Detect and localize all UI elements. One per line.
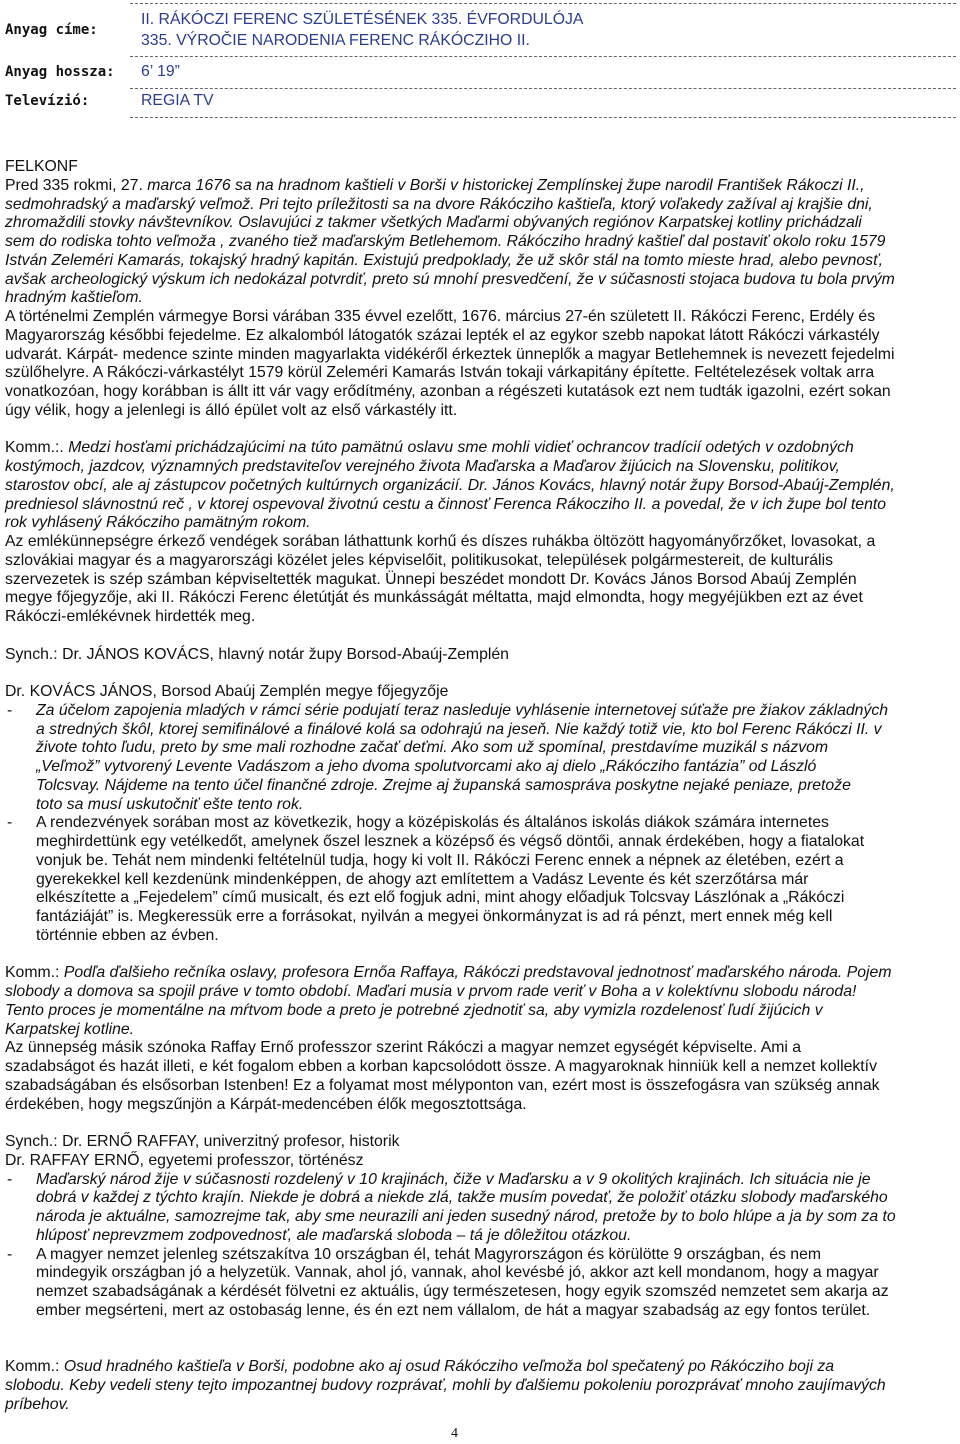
text-run: mindegyik országban jó a helyzetük. Vannak, ahol jó, vannak, ahol kevésbé jó, akkor azt kell mondanom, hogy a magyar	[36, 1264, 879, 1282]
paragraph	[5, 1133, 955, 1152]
text-line	[5, 983, 955, 1002]
page-number: 4	[451, 1426, 458, 1441]
text-run: vonjuk be. Tehát nem mindenki feltételnül tudja, hogy ki volt II. Rákóczi Ferenc ennek a népnek az életében, ezért a	[36, 851, 844, 869]
text-run: szadabságot és hazát illeti, e két fogalom ebben a korban kapcsolódott össze. A magyaroknak hinniük kell a nemzet kollektív	[5, 1058, 877, 1075]
text-line	[5, 1377, 955, 1396]
text-run: zhromaždili stovky návštevníkov. Oslavujúci z takmer všetkých Maďarmi obývaných regiónov Karpatskej kotliny prichádzali	[5, 214, 862, 232]
list-bullet: -	[7, 1245, 13, 1263]
text-run: meghirdettünk egy vetélkedőt, amelynek őszel lesznek a középső és végső döntői, annak érdekében, hogy a fiatalokat	[36, 833, 865, 850]
text-line	[5, 1039, 955, 1058]
list-bullet: -	[7, 814, 13, 832]
list-item	[5, 702, 955, 815]
text-line	[5, 327, 955, 346]
blank-line	[5, 1114, 955, 1133]
text-run: érdekében, hogy megszűnjön a Kárpát-medencében élők megosztottsága.	[5, 1095, 527, 1113]
paragraph	[5, 683, 955, 702]
text-line	[5, 589, 955, 608]
text-line	[36, 833, 955, 852]
text-run: Synch.: Dr. ERNŐ RAFFAY, univerzitný profesor, historik	[5, 1133, 400, 1150]
text-line	[5, 514, 955, 533]
text-line	[36, 908, 955, 927]
paragraph	[5, 439, 955, 533]
text-line	[5, 308, 955, 327]
text-run: A rendezvények sorában most az következik, hogy a középiskolás és általános iskolás diákok számára internetes	[36, 814, 829, 832]
length-label: Anyag hossza:	[5, 64, 115, 80]
text-line	[36, 796, 955, 815]
text-line	[5, 477, 955, 496]
text-line	[36, 1302, 955, 1321]
text-line	[5, 552, 955, 571]
text-line	[36, 927, 955, 946]
text-run: Dr. KOVÁCS JÁNOS, Borsod Abaúj Zemplén megye főjegyzője	[5, 683, 449, 700]
paragraph	[5, 964, 955, 1039]
title-value-sk: 335. VÝROČIE NARODENIA FERENC RÁKÓCZIHO II.	[141, 32, 530, 49]
paragraph	[5, 627, 955, 646]
text-run: Rákóczi-emlékévnek hirdették meg.	[5, 608, 256, 625]
document-body	[5, 158, 955, 1414]
title-label: Anyag címe:	[5, 22, 98, 38]
text-run: vonatkozóan, hogy korábban is állt itt vár vagy erődítmény, azonban a régészeti kutatások ezt nem tudták igazolni, ezért sokan	[5, 383, 891, 400]
text-run: Magyarország későbbi fejedelme. Ez alkalomból látogatók százai lepték el az egykor szebb napokat látott Rákóczi várkastély	[5, 326, 880, 344]
text-run: Dr. RAFFAY ERNŐ, egyetemi professzor, történész	[5, 1151, 364, 1169]
blank-line	[5, 1321, 955, 1340]
text-run: národa je aktuálne, samozrejme tak, aby sme neurazili ani jeden susedný národ, pretože by to bolo hlúpe a ja by som za to	[36, 1208, 896, 1225]
text-run: fantáziáját” is. Megkeressük erre a forrásokat, nyilván a megyei önkormányzat is ad rá pénzt, mert ennek még kell	[36, 908, 833, 925]
text-run: szabadságában és elsősorban Istenben! Ez a folyamat most mélyponton van, ezért most is összefogásra van szükség annak	[5, 1076, 880, 1094]
text-run: „Veľmož” vytvorený Levente Vadászom a jeho dvoma spolutvorcami ako aj dielo „Rákócziho fantázia” od László	[36, 758, 817, 775]
text-line	[36, 1246, 955, 1265]
text-line	[5, 1096, 955, 1115]
list-bullet: -	[7, 1170, 13, 1188]
text-run: príbehov.	[5, 1395, 70, 1413]
text-line	[5, 1021, 955, 1040]
text-run: Medzi hosťami prichádzajúcimi na túto pamätnú oslavu sme mohli vidieť ochrancov tradícií odetých v ozdobných	[68, 439, 854, 457]
text-line	[5, 571, 955, 590]
text-line	[36, 1208, 955, 1227]
header-rule-length	[130, 88, 956, 89]
text-line	[5, 1002, 955, 1021]
text-run: Tolcsvay. Nájdeme na tento účel finančné zdroje. Zrejme aj županská samospráva poskytne nejaké peniaze, pretože	[36, 776, 851, 794]
blank-line	[5, 1339, 955, 1358]
blank-line	[5, 946, 955, 965]
text-line	[5, 646, 955, 665]
text-line	[36, 777, 955, 796]
text-line	[36, 814, 955, 833]
text-line	[5, 1077, 955, 1096]
text-run: elkészítette a „Fejedelem” című musicalt, és ezt elő fogjuk adni, mint ahogy előadjuk Tolcsvay Lászlónak a „Rákóczi	[36, 889, 845, 907]
header-rule-tv	[130, 117, 956, 118]
paragraph	[5, 1039, 955, 1114]
text-line	[5, 608, 955, 627]
text-run: szülőhelyre. A Rákóczi-várkastélyt 1579 körül Zeleméri Kamarás István tokaji várkapitány építette. Feltételezések voltak arra	[5, 364, 875, 382]
paragraph	[5, 1321, 955, 1359]
text-line	[5, 439, 955, 458]
text-run: Podľa ďalšieho rečníka oslavy, profesora Ernőa Raffaya, Rákóczi predstavoval jednotnosť maďarského národa. Pojem	[63, 964, 892, 982]
text-line	[36, 1227, 955, 1246]
text-run: FELKONF	[5, 158, 78, 175]
header-rule-title	[130, 56, 956, 57]
text-run: Komm.:	[5, 964, 64, 982]
paragraph	[5, 1152, 955, 1171]
text-run: marca 1676 sa na hradnom kaštieli v Borši v historickej Zemplínskej župe narodil František Rákoczi II.,	[147, 176, 865, 194]
text-line	[5, 496, 955, 515]
text-run: A történelmi Zemplén vármegye Borsi várában 335 évvel ezelőtt, 1676. március 27-én született II. Rákóczi Ferenc, Erdély és	[5, 308, 876, 325]
paragraph	[5, 646, 955, 665]
title-value-hu: II. RÁKÓCZI FERENC SZÜLETÉSÉNEK 335. ÉVFORDULÓJA	[141, 11, 584, 28]
text-line	[36, 1171, 955, 1190]
text-line	[36, 739, 955, 758]
text-run: hradným kaštieľom.	[5, 289, 143, 307]
text-line	[5, 964, 955, 983]
text-run: slobodu. Keby vedeli steny tejto impozantnej budovy rozprávať, mohli by ďalšiemu pokoleniu porozprávať mnoho zaujímavých	[5, 1376, 886, 1394]
paragraph	[5, 421, 955, 440]
text-run: rok vyhlásený Rákócziho pamätným rokom.	[5, 514, 311, 532]
text-line	[5, 458, 955, 477]
text-line	[5, 383, 955, 402]
text-line	[36, 1283, 955, 1302]
text-line	[5, 402, 955, 421]
text-line	[5, 683, 955, 702]
tv-label: Televízió:	[5, 93, 90, 109]
text-run: Pred 335 rokmi, 27.	[5, 176, 148, 194]
blank-line	[5, 421, 955, 440]
text-run: Az emlékünnepségre érkező vendégek sorában láthattunk korhű és díszes ruhákba öltözött hagyományőrzőket, lovasokat, a	[5, 533, 876, 550]
text-run: Komm.:.	[5, 439, 69, 457]
text-line	[5, 1358, 955, 1377]
text-line	[5, 1058, 955, 1077]
text-run: udvarát. Kárpát- medence szinte minden magyarlakta vidékéről érkeztek ünneplők a magyar Betlehemnek is nevezett fejedelmi	[5, 345, 895, 363]
text-run: predniesol slávnostnú reč , v ktorej ospevoval životnú cestu a činnosť Ferenca Rákocziho II. a povedal, že v ich župe bol tento	[5, 495, 887, 513]
paragraph	[5, 158, 955, 177]
text-run: Za účelom zapojenia mladých v rámci série podujatí teraz nasleduje vyhlásenie internetovej súťaže pre žiakov základných	[36, 701, 889, 719]
text-run: úgy vélik, hogy a jelenlegi is álló épület volt az első várkastély itt.	[5, 401, 458, 419]
text-run: toto sa musí uskutočniť ešte tento rok.	[36, 795, 304, 813]
paragraph	[5, 1358, 955, 1414]
text-run: starostov obcí, ale aj zástupcov početných kultúrnych organizácií. Dr. János Kovács, hlavný notár župy Borsod-Abaúj-Zemplén,	[5, 476, 895, 494]
text-run: A magyer nemzet jelenleg szétszakítva 10 országban él, tehát Magyrországon és körülötte 9 országban, és nem	[36, 1245, 822, 1263]
paragraph	[5, 1114, 955, 1133]
text-line	[36, 721, 955, 740]
blank-line	[5, 627, 955, 646]
list-item	[5, 814, 955, 945]
text-line	[5, 158, 955, 177]
text-line	[36, 758, 955, 777]
text-run: Synch.: Dr. JÁNOS KOVÁCS, hlavný notár župy Borsod-Abaúj-Zemplén	[5, 645, 509, 663]
text-line	[36, 852, 955, 871]
list-item	[5, 1246, 955, 1321]
paragraph	[5, 308, 955, 421]
text-run: sedmohradský a maďarský veľmož. Pri tejto príležitosti sa na dvore Rákócziho kaštieľa, ktorý voľakedy zažíval aj krajšie dni,	[5, 195, 873, 213]
text-run: Tento proces je momentálne na mŕtvom bode a preto je potrebné zjednotiť sa, aby vymizla rozdelenosť ľudí žijúcich v	[5, 1001, 823, 1019]
text-line	[36, 1189, 955, 1208]
text-run: történnie ebben az évben.	[36, 926, 219, 944]
text-line	[5, 1152, 955, 1171]
text-run: Osud hradného kaštieľa v Borši, podobne ako aj osud Rákócziho veľmoža bol spečatený po Rákócziho boji za	[63, 1358, 835, 1375]
text-run: a stredných škôl, ktorej semifinálové a finálové kolá sa odohrajú na jeseň. Nie každý totiž vie, kto bol Ferenc Rákóczi II. v	[36, 720, 882, 738]
text-line	[5, 196, 955, 215]
text-line	[5, 252, 955, 271]
blank-line	[5, 664, 955, 683]
paragraph	[5, 533, 955, 627]
text-run: živote tohto ľudu, preto by sme mali rozhodne začať deťmi. Ako som už spomínal, prestdavíme muzikál s názvom	[36, 739, 829, 757]
text-run: hlúposť neprevzmem zodpovednosť, ale maďarská sloboda – tá je dôležitou otázkou.	[36, 1226, 632, 1244]
text-line	[36, 1264, 955, 1283]
list-item	[5, 1171, 955, 1246]
paragraph	[5, 664, 955, 683]
text-line	[5, 533, 955, 552]
text-run: szervezetek is szép számban képviseltették magukat. Ünnepi beszédet mondott Dr. Kovács János Borsod Abaúj Zemplén	[5, 570, 857, 588]
text-run: megye főjegyzője, aki II. Rákóczi Ferenc életútját és munkásságát méltatta, majd elmondta, hogy megyéjükben ezt az évet	[5, 589, 863, 607]
text-line	[5, 1133, 955, 1152]
text-line	[36, 871, 955, 890]
text-line	[5, 214, 955, 233]
text-line	[36, 889, 955, 908]
text-run: sem do rodiska tohto veľmoža , zvaného tiež maďarským Betlehemom. Rákócziho hradný kaštieľ dal postaviť okolo roku 1579	[5, 233, 886, 250]
text-run: Az ünnepség másik szónoka Raffay Ernő professzor szerint Rákóczi a magyar nemzet egységét képviselte. Ami a	[5, 1039, 802, 1057]
text-run: Maďarský národ žije v súčasnosti rozdelený v 10 krajinách, čiže v Maďarsku a v 9 okolitých krajinách. Ich situácia nie je	[36, 1170, 871, 1188]
paragraph	[5, 946, 955, 965]
text-run: dobrá v každej z týchto krajín. Niekde je dobrá a niekde zlá, takže musím povedať, že položiť otázku slobody maďarského	[36, 1189, 888, 1207]
text-run: nemzet szabadságának a kérdését fölvetni ez aktuális, úgy természetesen, hogy egyik szomszéd nemzetet sem akarja az	[36, 1283, 889, 1300]
text-run: Karpatskej kotline.	[5, 1020, 135, 1038]
text-run: slobody a domova sa spojil práve v tomto období. Maďari musia v prvom rade veriť v Boha a v kolektívnu slobodu národa!	[5, 983, 857, 1000]
tv-value: REGIA TV	[141, 92, 214, 109]
text-line	[5, 177, 955, 196]
list-bullet: -	[7, 701, 13, 719]
text-run: Komm.:	[5, 1358, 64, 1375]
text-run: kostýmoch, jazdcov, významných predstaviteľov verejného života Maďarska a Maďarov žijúcich na Slovensku, politikov,	[5, 458, 840, 475]
text-line	[36, 702, 955, 721]
paragraph	[5, 177, 955, 308]
text-run: gyerekekkel kell kezdenünk mindenképpen, de ahogy azt említettem a Vadász Levente és két szerzőtársa már	[36, 870, 809, 888]
length-value: 6’ 19”	[141, 63, 180, 80]
text-run: István Zeleméri Kamarás, tokajský hradný kapitán. Existujú predpoklady, že už skôr stál na tomto mieste hrad, alebo pevnosť,	[5, 251, 884, 269]
text-run: szlovákiai magyar és a magyarországi közélet jeles képviselőit, politikusokat, települések polgármestereit, de kulturális	[5, 551, 833, 569]
text-line	[5, 1396, 955, 1415]
text-run: avšak archeologický výskum ich nedokázal potvrdiť, preto sú mnohí presvedčení, že v súčasnosti stojaca budova tu bola prvým	[5, 270, 895, 288]
text-line	[5, 346, 955, 365]
text-line	[5, 271, 955, 290]
text-line	[5, 289, 955, 308]
text-line	[5, 364, 955, 383]
text-run: ember megsérteni, mert az ostobaság lenne, és én ezt nem vállalom, de hát a magyar szabadság az egy fontos terület.	[36, 1301, 871, 1319]
text-line	[5, 233, 955, 252]
header-rule-top	[130, 3, 956, 4]
